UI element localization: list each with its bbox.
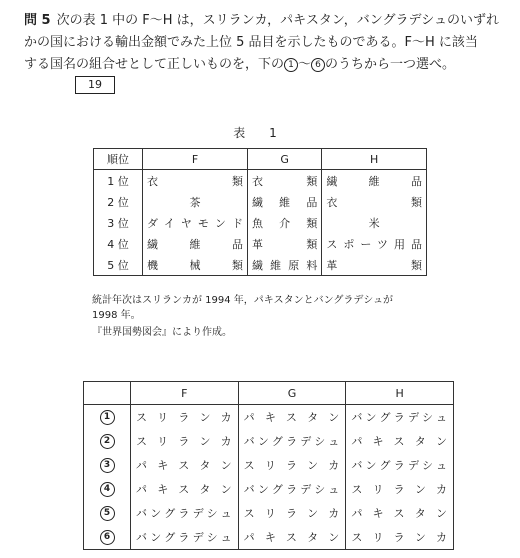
header-h: H [346,382,454,405]
choice-number-marker: 6 [100,530,115,545]
table-row: 4 位 繊 維 品 革 類 スポーツ用品 [94,233,427,254]
header-f: F [131,382,239,405]
question-line-3: する国名の組合せとして正しいものを，下の 1 〜 6 のうちから一つ選べ。 [24,57,456,72]
table-row: 5 位 機 械 類 繊維原料 革 類 [94,254,427,276]
table1-title: 表 1 [233,126,287,140]
table1-note-2: 1998 年。 [92,310,141,321]
header-f: F [143,149,248,170]
answer-number-box: 19 [75,76,115,94]
table1-source: 『世界国勢図会』により作成。 [92,327,232,338]
choice-number-marker: 1 [100,410,115,425]
question-number: 問 5 [24,13,51,28]
header-g: G [247,149,321,170]
question-line-2: かの国における輸出金額でみた上位 5 品目を示したものである。F〜H に該当 [24,35,478,50]
question-line-1: 問 5 次の表 1 中の F〜H は，スリランカ，パキスタン，バングラデシュのいずれ [24,13,500,28]
choice-number-marker: 5 [100,506,115,521]
choice-row: 4 パキスタン バングラデシュ スリランカ [84,477,454,501]
answer-choices-table [83,381,454,550]
table1-note-1: 統計年次はスリランカが 1994 年，パキスタンとバングラデシュが [92,295,394,306]
header-h: H [322,149,427,170]
question-text [24,10,502,76]
choice-row: 1 スリランカ パキスタン バングラデシュ [84,405,454,430]
choice-row: 3 パキスタン スリランカ バングラデシュ [84,453,454,477]
choice-number-marker: 3 [100,458,115,473]
choice-6-marker: 6 [311,58,325,72]
header-g: G [238,382,346,405]
choice-1-marker: 1 [284,58,298,72]
table1-header-row [94,149,427,170]
choice-number-marker: 2 [100,434,115,449]
table-row: 2 位 茶 繊 維 品 衣 類 [94,191,427,212]
export-items-table [93,148,427,276]
table-row: 1 位 衣 類 衣 類 繊 維 品 [94,170,427,192]
choice-number-marker: 4 [100,482,115,497]
choice-row: 6 バングラデシュ パキスタン スリランカ [84,525,454,550]
table-row: 3 位 ダイヤモンド 魚 介 類 米 [94,212,427,233]
table2-header-row [84,382,454,405]
header-choice [84,382,131,405]
choice-row: 2 スリランカ バングラデシュ パキスタン [84,429,454,453]
choice-row: 5 バングラデシュ スリランカ パキスタン [84,501,454,525]
header-rank: 順位 [94,149,143,170]
